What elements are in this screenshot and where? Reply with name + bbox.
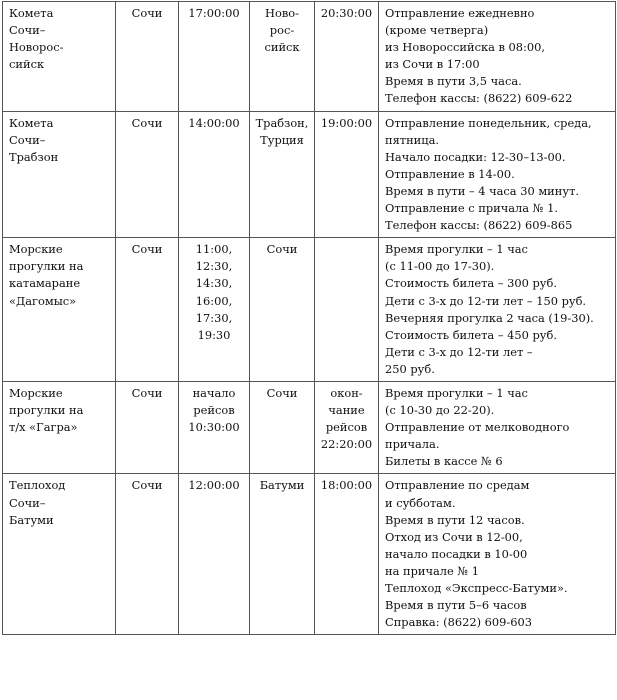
- notes-line: Дети с 3-х до 12-ти лет –: [385, 344, 533, 359]
- departure-time-line: начало: [192, 385, 236, 400]
- notes-line: Отправление от мелководного: [385, 420, 570, 435]
- notes-line: пятница.: [385, 132, 439, 147]
- route-cell: [3, 238, 116, 382]
- notes-line: Отправление по средам: [385, 478, 530, 493]
- notes-line: 250 руб.: [385, 361, 435, 376]
- notes-line: Стоимость билета – 450 руб.: [385, 327, 557, 342]
- destination-line: Трабзон,: [255, 115, 309, 130]
- table-row: [3, 474, 616, 635]
- notes-line: Теплоход «Экспресс-Батуми».: [385, 581, 568, 595]
- route-line: Теплоход: [9, 478, 66, 493]
- departure-port-cell: [116, 474, 179, 635]
- route-line: прогулки на: [9, 403, 84, 418]
- route-line: т/х «Гагра»: [9, 420, 78, 435]
- route-line: Батуми: [9, 512, 54, 527]
- route-line: Новорос-: [9, 40, 64, 55]
- departure-port-cell: [116, 238, 179, 382]
- route-cell: [3, 111, 116, 238]
- notes-line: причала.: [385, 437, 440, 452]
- route-line: Комета: [9, 6, 54, 20]
- notes-line: (с 10-30 до 22-20).: [385, 403, 495, 418]
- notes-line: Вечерняя прогулка 2 часа (19-30).: [385, 310, 594, 325]
- notes-line: Телефон кассы: (8622) 609-865: [385, 218, 573, 233]
- route-cell: [3, 474, 116, 635]
- notes-line: начало посадки в 10-00: [385, 546, 528, 561]
- departure-port-line: Сочи: [131, 478, 163, 493]
- departure-port-line: Сочи: [131, 115, 163, 130]
- notes-line: на причале № 1: [385, 563, 480, 578]
- departure-port-cell: [116, 2, 179, 112]
- departure-port-line: Сочи: [131, 6, 163, 20]
- departure-time-cell: [179, 474, 250, 635]
- departure-time-line: 12:00:00: [188, 478, 240, 493]
- destination-line: Ново-: [265, 6, 299, 20]
- route-line: Трабзон: [9, 149, 59, 164]
- table-row: [3, 381, 616, 473]
- notes-line: и субботам.: [385, 495, 456, 510]
- destination-cell: [250, 474, 315, 635]
- departure-time-cell: [179, 2, 250, 112]
- arrival-time-cell: [315, 2, 379, 112]
- notes-cell: [379, 381, 616, 473]
- notes-line: Стоимость билета – 300 руб.: [385, 276, 557, 291]
- table-row: [3, 111, 616, 238]
- notes-line: Отход из Сочи в 12-00,: [385, 529, 523, 544]
- notes-line: Время в пути 3,5 часа.: [385, 74, 522, 89]
- route-line: Сочи–: [9, 495, 46, 510]
- notes-line: Отправление в 14-00.: [385, 166, 515, 181]
- destination-cell: [250, 381, 315, 473]
- departure-time-cell: [179, 111, 250, 238]
- route-line: Морские: [9, 242, 63, 257]
- arrival-time-line: 20:30:00: [320, 6, 373, 20]
- notes-line: Время прогулки – 1 час: [385, 385, 528, 400]
- notes-line: Время прогулки – 1 час: [385, 242, 528, 257]
- destination-line: Батуми: [259, 478, 305, 493]
- notes-line: из Сочи в 17:00: [385, 57, 480, 72]
- notes-line: Отправление понедельник, среда,: [385, 115, 592, 130]
- notes-line: Билеты в кассе № 6: [385, 454, 503, 469]
- arrival-time-line: чание: [328, 403, 365, 418]
- route-line: Комета: [9, 115, 54, 130]
- notes-cell: [379, 2, 616, 112]
- table-row: [3, 2, 616, 112]
- departure-time-line: рейсов: [193, 403, 235, 418]
- arrival-time-line: рейсов: [325, 420, 368, 435]
- route-cell: [3, 381, 116, 473]
- route-cell: [3, 2, 116, 112]
- departure-time-line: 19:30: [197, 327, 231, 342]
- route-line: Сочи–: [9, 132, 46, 147]
- route-line: Морские: [9, 385, 63, 400]
- notes-line: из Новороссийска в 08:00,: [385, 40, 545, 55]
- arrival-time-cell: [315, 474, 379, 635]
- departure-time-line: 14:30,: [195, 276, 233, 291]
- notes-cell: [379, 474, 616, 635]
- notes-line: (с 11-00 до 17-30).: [385, 259, 495, 274]
- arrival-time-line: 19:00:00: [320, 115, 373, 130]
- destination-line: Турция: [260, 132, 304, 147]
- arrival-time-line: 22:20:00: [320, 437, 373, 452]
- departure-port-line: Сочи: [131, 385, 163, 400]
- departure-port-cell: [116, 381, 179, 473]
- route-line: Сочи–: [9, 23, 46, 38]
- departure-time-line: 17:30,: [195, 310, 233, 325]
- notes-cell: [379, 238, 616, 382]
- table-row: [3, 238, 616, 382]
- destination-line: сийск: [264, 40, 300, 55]
- notes-line: Время в пути 5–6 часов: [385, 598, 527, 613]
- destination-line: Сочи: [266, 385, 298, 400]
- notes-line: Время в пути – 4 часа 30 минут.: [385, 183, 579, 198]
- arrival-time-line: окон-: [330, 385, 363, 400]
- departure-time-line: 12:30,: [195, 259, 233, 274]
- departure-time-line: 14:00:00: [188, 115, 240, 130]
- route-line: сийск: [9, 57, 45, 72]
- notes-line: Отправление с причала № 1.: [385, 201, 558, 216]
- notes-line: Отправление ежедневно: [385, 6, 535, 20]
- arrival-time-cell: [315, 381, 379, 473]
- destination-cell: [250, 111, 315, 238]
- arrival-time-cell: [315, 111, 379, 238]
- departure-time-cell: [179, 381, 250, 473]
- departure-time-line: 10:30:00: [188, 420, 240, 435]
- destination-line: рос-: [269, 23, 295, 38]
- notes-line: Время в пути 12 часов.: [385, 512, 525, 527]
- notes-line: Телефон кассы: (8622) 609-622: [385, 91, 573, 106]
- departure-port-cell: [116, 111, 179, 238]
- notes-line: (кроме четверга): [385, 23, 489, 38]
- departure-time-line: 16:00,: [195, 293, 233, 308]
- destination-cell: [250, 2, 315, 112]
- route-line: катамаране: [9, 276, 81, 291]
- route-line: «Дагомыс»: [9, 293, 77, 308]
- departure-time-line: 11:00,: [195, 242, 233, 257]
- destination-cell: [250, 238, 315, 382]
- departure-time-line: 17:00:00: [188, 6, 240, 20]
- ferry-schedule-table: [2, 1, 616, 635]
- arrival-time-line: 18:00:00: [320, 478, 373, 493]
- notes-line: Справка: (8622) 609-603: [385, 615, 532, 630]
- schedule-body: [3, 2, 616, 635]
- route-line: прогулки на: [9, 259, 84, 274]
- notes-cell: [379, 111, 616, 238]
- departure-time-cell: [179, 238, 250, 382]
- notes-line: Начало посадки: 12-30–13-00.: [385, 149, 566, 164]
- departure-port-line: Сочи: [131, 242, 163, 257]
- destination-line: Сочи: [266, 242, 298, 257]
- notes-line: Дети с 3-х до 12-ти лет – 150 руб.: [385, 293, 587, 308]
- arrival-time-cell: [315, 238, 379, 382]
